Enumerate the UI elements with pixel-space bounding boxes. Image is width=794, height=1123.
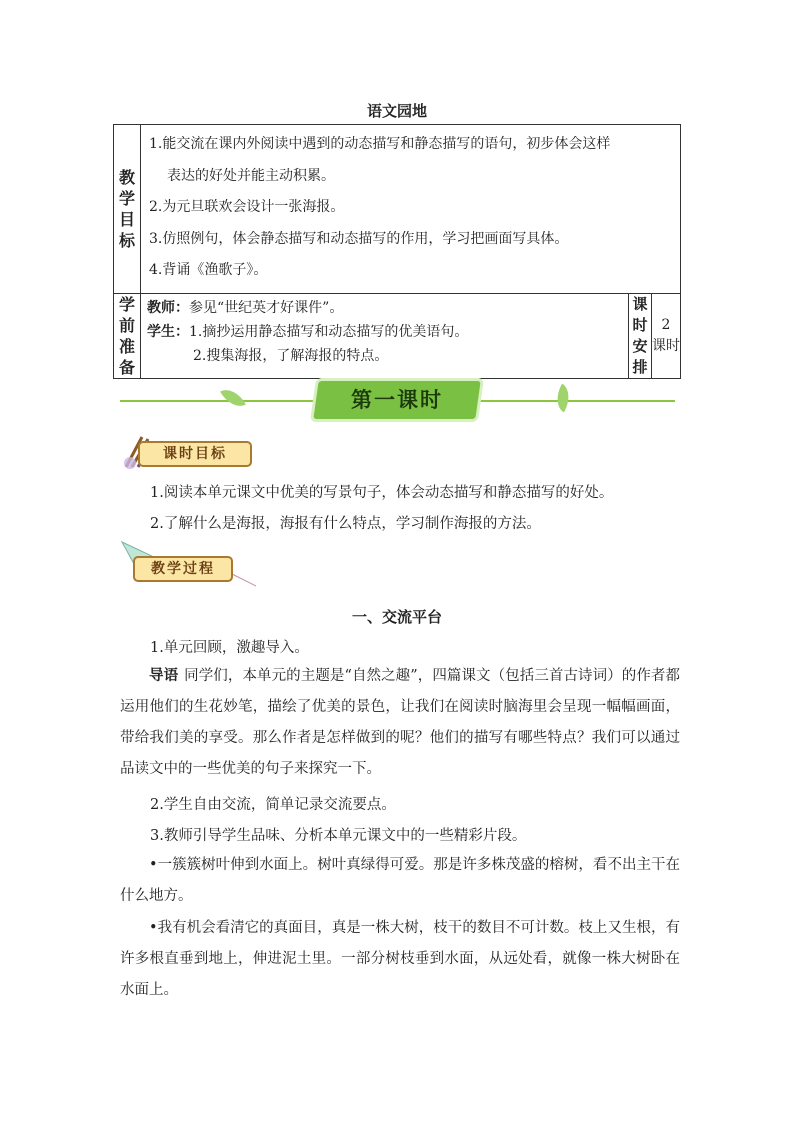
process-tag: 教学过程 xyxy=(133,556,233,582)
goals-cell xyxy=(141,125,681,294)
schedule-count: 2 xyxy=(661,316,671,333)
lesson-banner: 第一课时 xyxy=(351,387,443,412)
goal-line: 4.背诵《渔歌子》。 xyxy=(149,262,268,278)
teacher-text: 参见“世纪英才好课件”。 xyxy=(189,299,344,316)
student-item: 1.摘抄运用静态描写和动态描写的优美语句。 xyxy=(189,323,469,340)
step-2: 2.学生自由交流，简单记录交流要点。 xyxy=(150,797,396,813)
goal-line: 表达的好处并能主动积累。 xyxy=(167,167,335,184)
doc-title: 语文园地 xyxy=(366,102,427,120)
quote-2: •我有机会看清它的真面目，真是一株大树，枝干的数目不可计数。枝上又生根，有许多根直垂到地上，伸进泥土里。一部分树枝垂到水面，从远处看，就像一株大树卧在水面上。 xyxy=(120,920,680,998)
objective-item: 1.阅读本单元课文中优美的写景句子，体会动态描写和静态描写的好处。 xyxy=(150,485,614,501)
prep-label: 学前准备 xyxy=(114,293,141,378)
goals-label: 教学目标 xyxy=(114,125,141,294)
step-1: 1.单元回顾，激趣导入。 xyxy=(150,640,309,656)
lesson-plan-table xyxy=(113,124,681,379)
section-heading: 一、交流平台 xyxy=(351,608,442,626)
goal-line: 2.为元旦联欢会设计一张海报。 xyxy=(149,199,345,215)
schedule-label: 课时安排 xyxy=(629,293,652,378)
objectives-tag: 课时目标 xyxy=(138,441,252,467)
teacher-label: 教师： xyxy=(147,299,189,316)
leaf-icon xyxy=(550,384,576,413)
goal-line: 3.仿照例句，体会静态描写和动态描写的作用，学习把画面写具体。 xyxy=(149,230,569,247)
student-label: 学生： xyxy=(147,323,189,340)
intro-paragraph xyxy=(120,660,680,785)
schedule-unit: 课时 xyxy=(652,337,680,354)
intro-lead: 导语 xyxy=(149,667,179,684)
banner-line-right xyxy=(475,400,675,402)
leaf-icon xyxy=(220,384,246,413)
step-3: 3.教师引导学生品味、分析本单元课文中的一些精彩片段。 xyxy=(150,828,527,844)
objective-item: 2.了解什么是海报，海报有什么特点，学习制作海报的方法。 xyxy=(150,516,541,532)
intro-text: 同学们，本单元的主题是“自然之趣”，四篇课文（包括三首古诗词）的作者都运用他们的生花妙笔，描绘了优美的景色，让我们在阅读时脑海里会呈现一幅幅画面，带给我们美的享受。那么作者是怎样做到的呢？他们的描写有哪些特点？我们可以通过品读文中的一些优美的句子来探究一下。 xyxy=(120,668,681,777)
schedule-value xyxy=(652,293,681,378)
goal-line: 1.能交流在课内外阅读中遇到的动态描写和静态描写的语句，初步体会这样 xyxy=(149,136,611,152)
student-item: 2.搜集海报，了解海报的特点。 xyxy=(193,347,389,364)
prep-cell xyxy=(141,293,629,378)
quote-1: •一簇簇树叶伸到水面上。树叶真绿得可爱。那是许多株茂盛的榕树，看不出主干在什么地方。 xyxy=(120,857,680,904)
banner-line-left xyxy=(120,400,320,402)
